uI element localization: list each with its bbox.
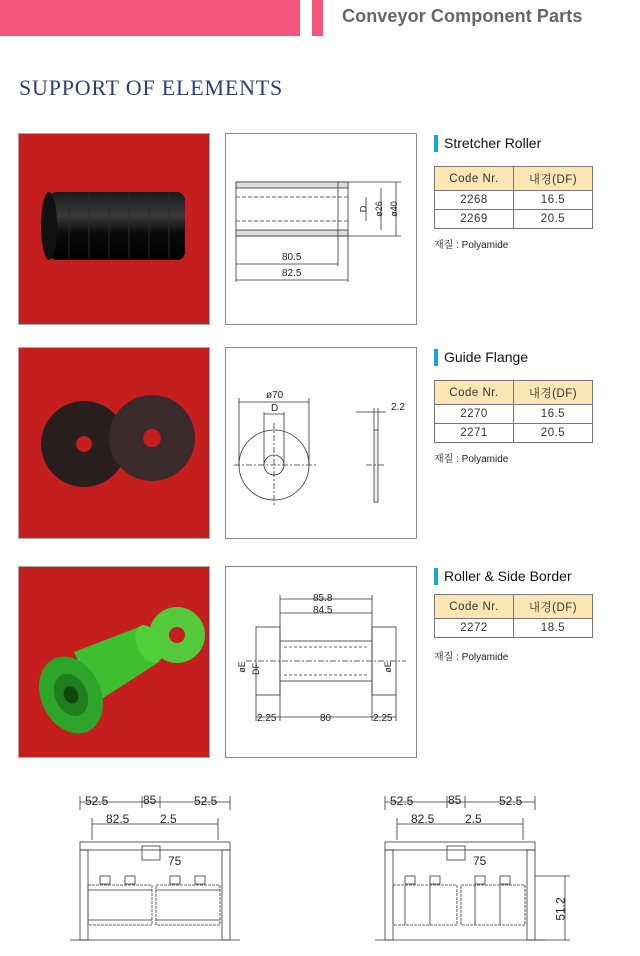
dim-a: 52.5 [85, 794, 109, 808]
dim-length-inner: 80.5 [282, 252, 302, 263]
guide-flange-photo [18, 347, 210, 539]
stretcher-roller-photo [18, 133, 210, 325]
dim-flange-diameter: øE [236, 661, 247, 673]
dim-body-length: 80 [320, 713, 332, 724]
table-row: 2272 18.5 [435, 619, 593, 638]
dim-flange-left: 2.25 [257, 713, 277, 724]
dim-flange-diameter-right: øE [382, 661, 393, 673]
dim-outer-diameter: ø70 [266, 390, 284, 401]
spec-table-roller-side-border [434, 594, 593, 638]
product-title-roller-side-border: Roller & Side Border [434, 568, 572, 585]
assembly-drawing-left [70, 790, 260, 950]
dim-thickness: 2.2 [391, 402, 405, 413]
dim-h: 51.2 [553, 897, 568, 921]
stretcher-roller-drawing [225, 133, 417, 325]
table-row: 2268 16.5 [435, 191, 593, 210]
material-roller-side-border: 재질 : Polyamide [434, 652, 509, 663]
dim-bore: D [271, 403, 279, 414]
roller-side-border-drawing [225, 566, 417, 758]
dim-diameter-40: ø40 [388, 201, 399, 217]
material-guide-flange: 재질 : Polyamide [434, 454, 509, 465]
table-row: 2269 20.5 [435, 210, 593, 229]
guide-flange-drawing [225, 347, 417, 539]
spec-table-stretcher-roller [434, 166, 593, 229]
material-stretcher-roller: 재질 : Polyamide [434, 240, 509, 251]
dim-bore: D [358, 205, 369, 213]
spec-table-guide-flange [434, 380, 593, 443]
table-row: 2270 16.5 [435, 405, 593, 424]
dim-c: 52.5 [499, 794, 523, 808]
dim-length-overall: 85.8 [313, 593, 333, 604]
col-inner-header: 내경(DF) [514, 167, 593, 191]
header-accent [312, 0, 323, 36]
product-title-stretcher-roller: Stretcher Roller [434, 135, 541, 152]
dim-e: 2.5 [160, 812, 177, 826]
section-title: SUPPORT OF ELEMENTS [19, 75, 284, 100]
dim-d: 82.5 [411, 812, 435, 826]
header-bar [0, 0, 300, 36]
dim-e: 2.5 [465, 812, 482, 826]
dim-length-inner: 84.5 [313, 605, 333, 616]
dim-diameter-26: ø26 [373, 201, 384, 217]
product-title-guide-flange: Guide Flange [434, 349, 528, 366]
col-inner-header: 내경(DF) [514, 381, 593, 405]
dim-c: 52.5 [194, 794, 218, 808]
roller-side-border-photo [18, 566, 210, 758]
col-code-header: Code Nr. [435, 595, 514, 619]
table-row: 2271 20.5 [435, 424, 593, 443]
col-code-header: Code Nr. [435, 381, 514, 405]
dim-b: 85 [143, 793, 157, 807]
col-inner-header: 내경(DF) [514, 595, 593, 619]
dim-length-outer: 82.5 [282, 268, 302, 279]
header-title: Conveyor Component Parts [342, 6, 583, 26]
dim-flange-right: 2.25 [373, 713, 393, 724]
dim-f: 75 [473, 854, 487, 868]
assembly-drawing-right [375, 790, 575, 950]
dim-b: 85 [448, 793, 462, 807]
dim-a: 52.5 [390, 794, 414, 808]
dim-f: 75 [168, 854, 182, 868]
dim-bore: DF [251, 663, 261, 675]
col-code-header: Code Nr. [435, 167, 514, 191]
dim-d: 82.5 [106, 812, 130, 826]
